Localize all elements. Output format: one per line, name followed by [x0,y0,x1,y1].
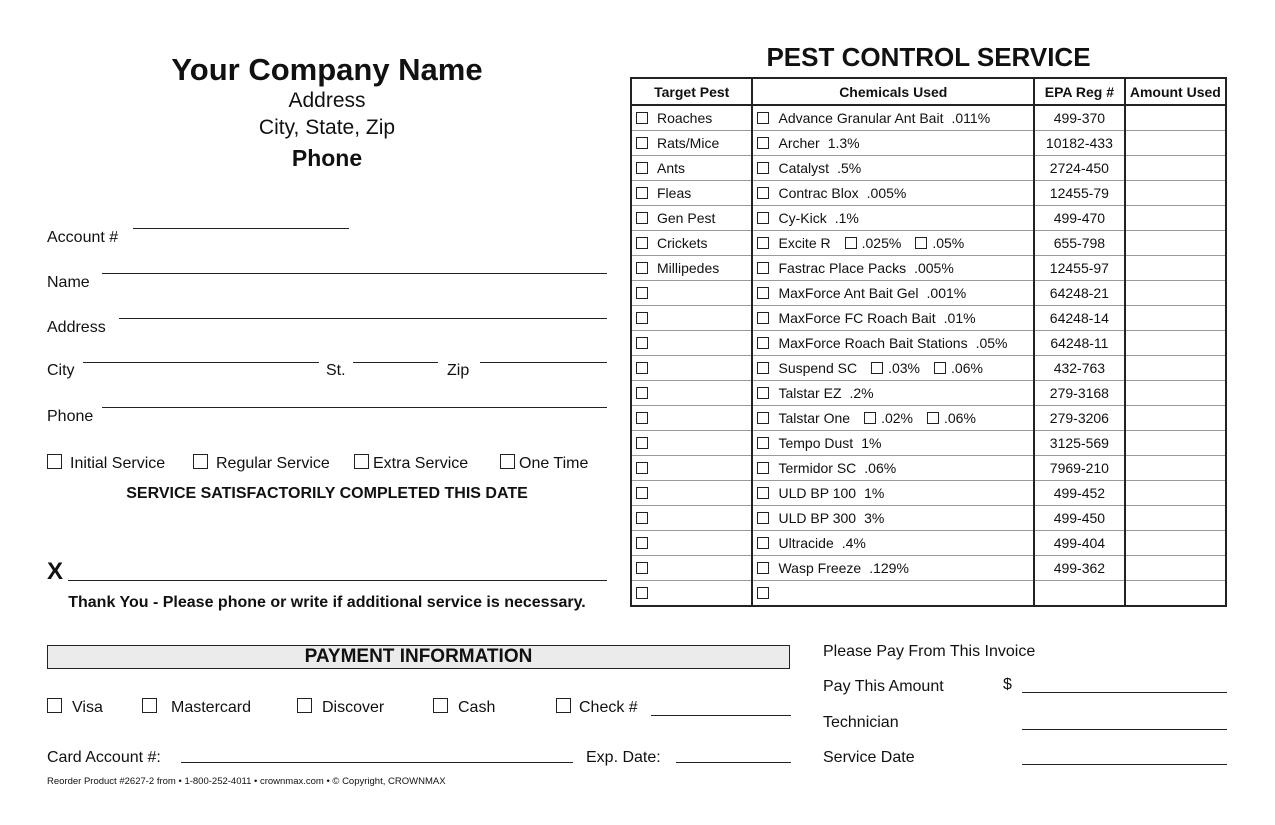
checkbox-icon[interactable] [636,537,648,549]
table-row [631,156,1226,181]
chemical-name: Talstar EZ [778,385,842,401]
checkbox-icon[interactable] [757,337,769,349]
chemical-name: Suspend SC [778,360,858,376]
target-pest-cell [631,156,752,181]
chemical-name: Termidor SC [778,460,857,476]
chemical-cell [752,331,1034,356]
checkbox-icon[interactable] [757,412,769,424]
chemical-cell [752,481,1034,506]
amount-used-cell[interactable] [1125,331,1226,356]
table-row [631,481,1226,506]
amount-used-cell[interactable] [1125,306,1226,331]
service-date-field[interactable] [1022,764,1227,765]
epa-reg-cell: 279-3168 [1034,381,1125,406]
checkbox-icon[interactable] [927,412,939,424]
chemical-name: MaxForce Roach Bait Stations [778,335,968,351]
checkbox-icon[interactable] [757,237,769,249]
epa-reg-cell [1034,581,1125,607]
chemical-name: Cy-Kick [778,210,827,226]
checkbox-icon[interactable] [757,262,769,274]
chemical-name: Fastrac Place Packs [778,260,907,276]
checkbox-icon[interactable] [636,462,648,474]
target-pest-cell [631,481,752,506]
checkbox-icon[interactable] [636,337,648,349]
exp-date-field[interactable] [676,762,791,763]
chemical-name: Archer [778,135,820,151]
amount-used-cell[interactable] [1125,281,1226,306]
header-target-pest: Target Pest [631,78,752,105]
concentration-option-label: .025% [861,235,902,251]
chemical-concentration: .129% [869,560,909,576]
account-field[interactable] [133,228,349,229]
service-initial-label: Initial Service [70,455,166,472]
chemical-concentration: .5% [837,160,862,176]
table-row [631,456,1226,481]
checkbox-icon[interactable] [636,512,648,524]
checkbox-icon[interactable] [47,698,62,713]
checkbox-icon[interactable] [757,437,769,449]
checkbox-icon[interactable] [500,454,515,469]
epa-reg-cell: 7969-210 [1034,456,1125,481]
epa-reg-cell: 64248-11 [1034,331,1125,356]
checkbox-icon[interactable] [636,587,648,599]
table-row [631,581,1226,607]
target-pest-cell [631,306,752,331]
table-row [631,531,1226,556]
concentration-option[interactable] [871,360,920,376]
page-title: PEST CONTROL SERVICE [766,42,1091,72]
chemical-concentration: .01% [943,310,976,326]
chemical-cell [752,581,1034,607]
chemical-cell [752,306,1034,331]
amount-used-cell[interactable] [1125,156,1226,181]
address-label: Address [47,319,106,336]
payment-cash-label: Cash [458,699,496,716]
table-row [631,206,1226,231]
concentration-option-label: .02% [881,410,913,426]
chemical-name: Contrac Blox [778,185,859,201]
chemical-cell [752,256,1034,281]
service-one-time[interactable] [500,454,588,473]
concentration-option[interactable] [934,360,983,376]
city-label: City [47,362,75,379]
payment-discover[interactable] [297,698,384,717]
chemical-name: Ultracide [778,535,834,551]
epa-reg-cell: 279-3206 [1034,406,1125,431]
table-row [631,181,1226,206]
target-pest-cell [631,131,752,156]
chemical-name: ULD BP 300 [778,510,857,526]
chemical-concentration: 3% [864,510,885,526]
checkbox-icon[interactable] [757,212,769,224]
target-pest-cell [631,381,752,406]
chemical-concentration: .4% [841,535,866,551]
chemical-cell [752,206,1034,231]
target-pest-label: Millipedes [657,260,720,276]
epa-reg-cell: 499-404 [1034,531,1125,556]
state-label: St. [326,362,346,379]
header-amount-used: Amount Used [1125,78,1226,105]
concentration-option[interactable] [915,235,964,251]
checkbox-icon[interactable] [636,487,648,499]
chemical-name: Excite R [778,235,831,251]
checkbox-icon[interactable] [556,698,571,713]
target-pest-cell [631,231,752,256]
card-account-field[interactable] [181,762,573,763]
checkbox-icon[interactable] [142,698,157,713]
pay-from-invoice-text: Please Pay From This Invoice [823,643,1036,660]
signature-mark: X [47,558,64,585]
chemical-cell [752,356,1034,381]
technician-field[interactable] [1022,729,1227,730]
payment-mastercard[interactable] [142,698,251,717]
amount-used-cell[interactable] [1125,381,1226,406]
pay-amount-field[interactable] [1022,692,1227,693]
epa-reg-cell: 12455-97 [1034,256,1125,281]
concentration-option-label: .06% [951,360,983,376]
payment-visa-label: Visa [72,699,103,716]
target-pest-cell [631,406,752,431]
chemical-cell [752,156,1034,181]
chemical-concentration: .001% [926,285,967,301]
epa-reg-cell: 2724-450 [1034,156,1125,181]
chemical-concentration: .005% [914,260,954,276]
table-row [631,406,1226,431]
checkbox-icon[interactable] [354,454,369,469]
target-pest-label: Fleas [657,185,692,201]
checkbox-icon[interactable] [297,698,312,713]
amount-used-cell[interactable] [1125,105,1226,131]
amount-used-cell[interactable] [1125,406,1226,431]
table-row [631,431,1226,456]
chemical-cell [752,431,1034,456]
city-field[interactable] [83,362,319,363]
checkbox-icon[interactable] [757,362,769,374]
checkbox-icon[interactable] [915,237,927,249]
checkbox-icon[interactable] [757,562,769,574]
checkbox-icon[interactable] [636,212,648,224]
table-row [631,331,1226,356]
chemical-concentration: .005% [866,185,907,201]
target-pest-cell [631,356,752,381]
epa-reg-cell: 655-798 [1034,231,1125,256]
technician-label: Technician [823,714,899,731]
checkbox-icon[interactable] [757,112,769,124]
thank-you-text: Thank You - Please phone or write if additional service is necessary. [68,594,586,611]
chemical-name: Wasp Freeze [778,560,862,576]
checkbox-icon[interactable] [636,137,648,149]
name-field[interactable] [102,273,607,274]
payment-visa[interactable] [47,698,103,717]
epa-reg-cell: 10182-433 [1034,131,1125,156]
checkbox-icon[interactable] [636,237,648,249]
checkbox-icon[interactable] [636,412,648,424]
zip-label: Zip [447,362,470,379]
epa-reg-cell: 64248-14 [1034,306,1125,331]
chemical-name: Catalyst [778,160,830,176]
table-row [631,231,1226,256]
checkbox-icon[interactable] [864,412,876,424]
service-regular[interactable] [193,454,330,473]
payment-mastercard-label: Mastercard [171,699,252,716]
target-pest-cell [631,556,752,581]
target-pest-label: Rats/Mice [657,135,720,151]
chemical-name: Tempo Dust [778,435,854,451]
amount-used-cell[interactable] [1125,131,1226,156]
checkbox-icon[interactable] [636,437,648,449]
company-phone: Phone [291,145,363,171]
amount-used-cell[interactable] [1125,481,1226,506]
checkbox-icon[interactable] [757,512,769,524]
service-one-time-label: One Time [519,455,589,472]
payment-check[interactable] [556,698,638,717]
checkbox-icon[interactable] [757,287,769,299]
chemical-name: Advance Granular Ant Bait [778,110,944,126]
chemical-cell [752,281,1034,306]
target-pest-cell [631,431,752,456]
target-pest-label: Gen Pest [657,210,716,226]
chemical-cell [752,556,1034,581]
concentration-option-label: .06% [944,410,976,426]
state-field[interactable] [353,362,438,363]
header-chemicals-used: Chemicals Used [752,78,1034,105]
target-pest-cell [631,531,752,556]
target-pest-cell [631,581,752,607]
payment-check-label: Check # [579,699,638,716]
target-pest-cell [631,206,752,231]
target-pest-cell [631,281,752,306]
checkbox-icon[interactable] [636,312,648,324]
chemical-cell [752,531,1034,556]
chemical-cell [752,105,1034,131]
checkbox-icon[interactable] [193,454,208,469]
target-pest-cell [631,506,752,531]
checkbox-icon[interactable] [636,287,648,299]
card-account-label: Card Account #: [47,749,161,766]
payment-discover-label: Discover [322,699,385,716]
chemical-name: Talstar One [778,410,851,426]
company-name: Your Company Name [171,52,483,87]
check-number-field[interactable] [651,715,791,716]
epa-reg-cell: 499-370 [1034,105,1125,131]
checkbox-icon[interactable] [757,487,769,499]
footer-reorder-text: Reorder Product #2627-2 from • 1-800-252-4011 • crownmax.com • © Copyright, CROWNMAX [47,776,446,787]
target-pest-label: Roaches [657,110,713,126]
chemical-cell [752,406,1034,431]
zip-field[interactable] [480,362,607,363]
chemical-cell [752,381,1034,406]
target-pest-label: Ants [657,160,686,176]
checkbox-icon[interactable] [757,312,769,324]
service-date-label: Service Date [823,749,915,766]
checkbox-icon[interactable] [757,187,769,199]
chemical-concentration: .05% [975,335,1008,351]
chemical-concentration: .011% [951,110,991,126]
checkbox-icon[interactable] [757,162,769,174]
exp-date-label: Exp. Date: [586,749,661,766]
checkbox-icon[interactable] [757,587,769,599]
checkbox-icon[interactable] [636,387,648,399]
chemical-name: MaxForce Ant Bait Gel [778,285,919,301]
completion-text: SERVICE SATISFACTORILY COMPLETED THIS DATE [126,485,528,502]
chemical-name: MaxForce FC Roach Bait [778,310,936,326]
target-pest-cell [631,181,752,206]
table-row [631,306,1226,331]
header-epa-reg: EPA Reg # [1034,78,1125,105]
epa-reg-cell: 432-763 [1034,356,1125,381]
phone-label: Phone [47,408,94,425]
chemical-concentration: .2% [849,385,874,401]
checkbox-icon[interactable] [47,454,62,469]
table-row [631,131,1226,156]
chemical-concentration: 1% [861,435,882,451]
phone-field[interactable] [102,407,607,408]
amount-used-cell[interactable] [1125,456,1226,481]
chemical-concentration: .1% [834,210,859,226]
concentration-option[interactable] [927,410,976,426]
chemical-cell [752,456,1034,481]
amount-used-cell[interactable] [1125,556,1226,581]
checkbox-icon[interactable] [845,237,857,249]
epa-reg-cell: 499-450 [1034,506,1125,531]
table-header-row [631,78,1226,105]
epa-reg-cell: 499-452 [1034,481,1125,506]
epa-reg-cell: 3125-569 [1034,431,1125,456]
account-label: Account # [47,229,119,246]
table-row [631,556,1226,581]
checkbox-icon[interactable] [636,112,648,124]
target-pest-cell [631,105,752,131]
table-row [631,356,1226,381]
target-pest-cell [631,456,752,481]
chemical-concentration: 1% [864,485,885,501]
table-row [631,256,1226,281]
company-city-state-zip: City, State, Zip [258,116,396,139]
table-row [631,105,1226,131]
checkbox-icon[interactable] [636,262,648,274]
amount-used-cell[interactable] [1125,506,1226,531]
table-row [631,381,1226,406]
epa-reg-cell: 64248-21 [1034,281,1125,306]
checkbox-icon[interactable] [433,698,448,713]
amount-used-cell[interactable] [1125,256,1226,281]
table-row [631,506,1226,531]
target-pest-cell [631,331,752,356]
epa-reg-cell: 12455-79 [1034,181,1125,206]
pest-table [630,77,1227,607]
amount-used-cell[interactable] [1125,431,1226,456]
chemical-concentration: 1.3% [827,135,860,151]
table-row [631,281,1226,306]
payment-cash[interactable] [433,698,495,717]
checkbox-icon[interactable] [636,187,648,199]
chemical-cell [752,131,1034,156]
chemical-name: ULD BP 100 [778,485,857,501]
chemical-cell [752,231,1034,256]
chemical-cell [752,506,1034,531]
checkbox-icon[interactable] [757,462,769,474]
service-extra-label: Extra Service [373,455,469,472]
name-label: Name [47,274,90,291]
amount-used-cell[interactable] [1125,531,1226,556]
amount-used-cell[interactable] [1125,181,1226,206]
amount-used-cell[interactable] [1125,231,1226,256]
epa-reg-cell: 499-362 [1034,556,1125,581]
chemical-concentration: .06% [864,460,897,476]
company-address: Address [288,89,366,112]
checkbox-icon[interactable] [757,387,769,399]
signature-field[interactable] [68,580,607,581]
pay-amount-label: Pay This Amount [823,678,944,695]
target-pest-cell [631,256,752,281]
concentration-option-label: .03% [888,360,921,376]
checkbox-icon[interactable] [636,162,648,174]
address-field[interactable] [119,318,607,319]
concentration-option-label: .05% [932,235,965,251]
checkbox-icon[interactable] [757,137,769,149]
amount-used-cell[interactable] [1125,581,1226,607]
checkbox-icon[interactable] [934,362,946,374]
checkbox-icon[interactable] [636,562,648,574]
currency-symbol: $ [1003,676,1012,693]
service-extra[interactable] [354,454,468,473]
amount-used-cell[interactable] [1125,356,1226,381]
checkbox-icon[interactable] [757,537,769,549]
service-initial[interactable] [47,454,165,473]
payment-header: PAYMENT INFORMATION [47,645,790,669]
concentration-option[interactable] [845,235,902,251]
concentration-option[interactable] [864,410,913,426]
amount-used-cell[interactable] [1125,206,1226,231]
epa-reg-cell: 499-470 [1034,206,1125,231]
target-pest-label: Crickets [657,235,708,251]
checkbox-icon[interactable] [636,362,648,374]
service-regular-label: Regular Service [216,455,330,472]
chemical-cell [752,181,1034,206]
checkbox-icon[interactable] [871,362,883,374]
